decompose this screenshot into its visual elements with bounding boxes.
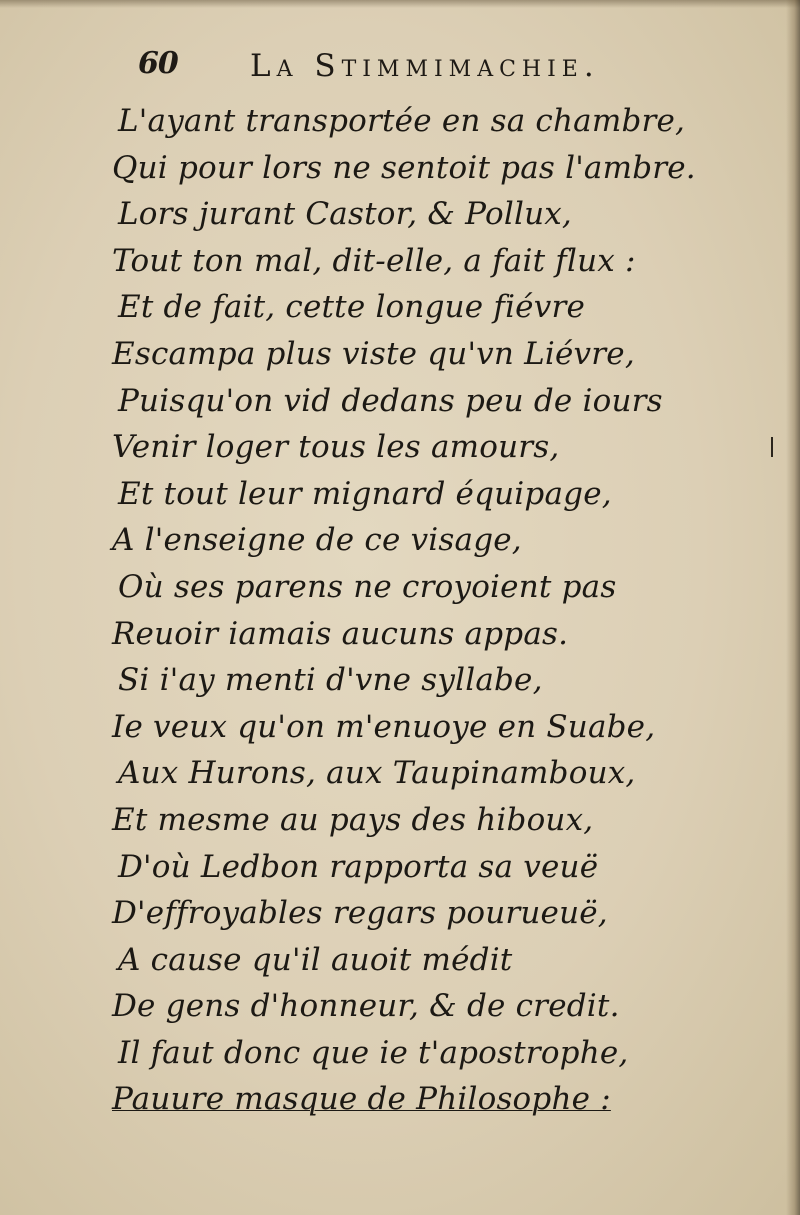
verse-line: Aux Hurons, aux Taupinamboux,: [118, 755, 636, 792]
margin-mark: [771, 437, 773, 457]
verse-line: Et tout leur mignard équipage,: [118, 475, 612, 512]
verse-line: Ie veux qu'on m'enuoye en Suabe,: [112, 708, 656, 745]
page-header: [130, 42, 690, 92]
verse-line: A cause qu'il auoit médit: [118, 941, 513, 978]
verse-line: Tout ton mal, dit-elle, a fait flux :: [112, 242, 636, 279]
verse-text: [112, 98, 712, 1123]
verse-line: Escampa plus viste qu'vn Liévre,: [112, 335, 635, 372]
verse-line: Puisqu'on vid dedans peu de iours: [118, 382, 663, 419]
verse-line: Pauure masque de Philosophe :: [112, 1081, 611, 1118]
running-title: La Stimmimachie.: [250, 48, 600, 84]
verse-line: Il faut donc que ie t'apostrophe,: [118, 1034, 629, 1071]
verse-line: A l'enseigne de ce visage,: [112, 522, 522, 559]
verse-line: De gens d'honneur, & de credit.: [112, 988, 620, 1025]
verse-line: Lors jurant Castor, & Pollux,: [118, 196, 572, 233]
verse-line: Et de fait, cette longue fiévre: [118, 289, 586, 326]
verse-line: Où ses parens ne croyoient pas: [118, 568, 617, 605]
verse-line: L'ayant transportée en sa chambre,: [118, 103, 686, 139]
verse-line: Reuoir iamais aucuns appas.: [112, 615, 569, 652]
verse-line: D'effroyables regars pourueuë,: [112, 895, 608, 932]
verse-line: Si i'ay menti d'vne syllabe,: [118, 662, 543, 699]
page-number: 60: [138, 46, 178, 81]
page-edge-shadow: [786, 0, 800, 1215]
verse-line: Qui pour lors ne sentoit pas l'ambre.: [112, 149, 696, 186]
verse-line: D'où Ledbon rapporta sa veuë: [118, 848, 599, 885]
verse-line: Venir loger tous les amours,: [112, 429, 560, 466]
page-top-shadow: [0, 0, 800, 8]
verse-line: Et mesme au pays des hiboux,: [112, 801, 594, 838]
